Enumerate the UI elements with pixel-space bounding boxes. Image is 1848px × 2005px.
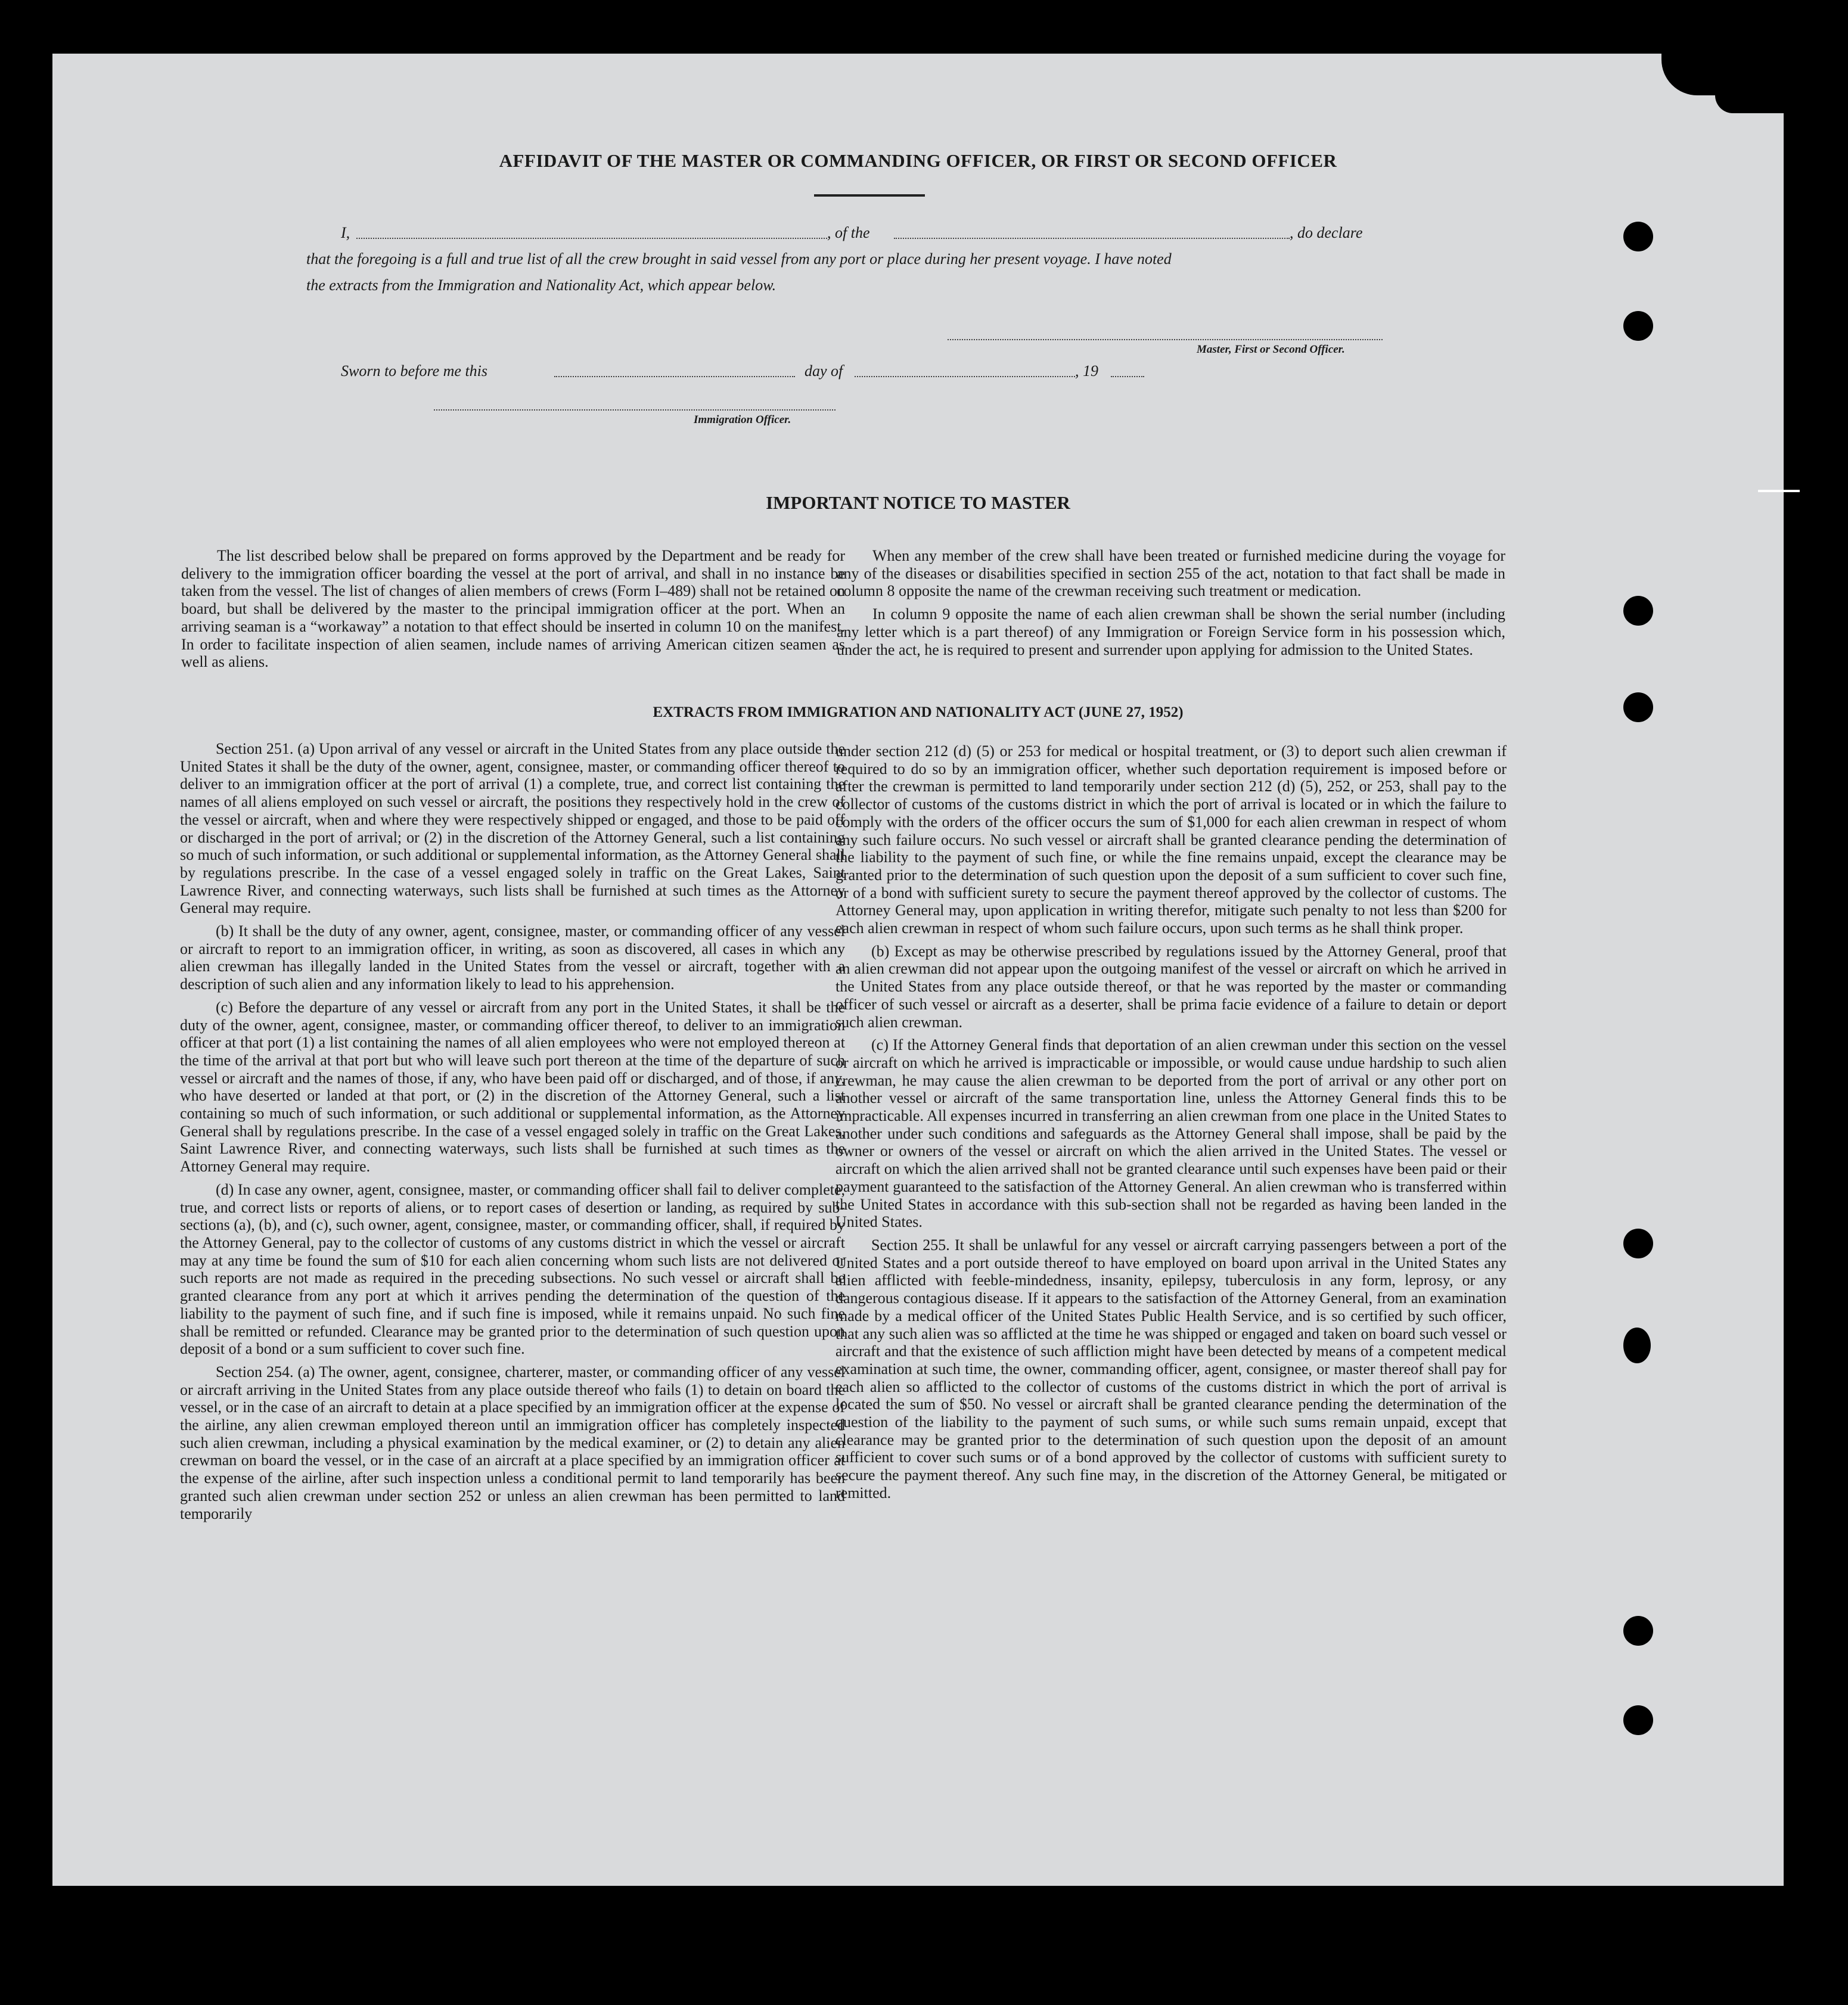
year-label: , 19 [1075, 362, 1098, 380]
section-251-d: (d) In case any owner, agent, consignee, master, or commanding officer shall fail to deliver complete, true, and correct lists or reports of aliens, or to report cases of desertion or landing, as required by sub-sections (a), (b), and (c), such owner, agent, consignee, master, or commanding officer, shall, if required by the Attorney General, pay to the collector of customs of any customs district in which the vessel or aircraft may at any time be found the sum of $10 for each alien concerning whom such lists are not delivered or such reports are not made as required in the preceding subsections. No such vessel or aircraft shall be granted clearance from any port at which it arrives pending the determination of the question of the liability to the payment of such fine, and if such fine is imposed, while it remains unpaid. No such fine shall be remitted or refunded. Clearance may be granted prior to the determination of such question upon deposit of a bond or a sum sufficient to cover such fine. [180, 1180, 845, 1358]
punch-hole [1623, 311, 1653, 341]
vessel-blank [894, 237, 1290, 239]
name-blank [356, 237, 827, 239]
declaration-line-2: the extracts from the Immigration and Nationality Act, which appear below. [306, 276, 777, 294]
notice-right-paragraph-2: In column 9 opposite the name of each alien crewman shall be shown the serial number (including any letter which is a part thereof) of any Immigration or Foreign Service form in his possession which, under the act, he is required to present and surrender upon applying for admission to the United States. [837, 605, 1505, 658]
title-underline [814, 194, 925, 197]
torn-corner-edge [1715, 89, 1784, 113]
notice-left-column [181, 547, 845, 676]
extracts-right-column [836, 742, 1507, 1507]
punch-hole [1623, 222, 1653, 251]
punch-hole [1623, 596, 1653, 626]
section-254-c: (c) If the Attorney General finds that deportation of an alien crewman under this section on the vessel or aircraft on which he arrived is impracticable or impossible, or would cause undue hardship to such alien crewman, he may cause the alien crewman to be deported from the port of arrival or any other port on another vessel or aircraft of the same transportation line, unless the Attorney General finds this to be impracticable. All expenses incurred in transferring an alien crewman from one place in the United States to another under such conditions and safeguards as the Attorney General shall impose, shall be paid by the owner or owners of the vessel or aircraft on which the alien arrived in the United States. The vessel or aircraft on which the alien arrived shall not be granted clearance until such expenses have been paid or their payment guaranteed to the satisfaction of the Attorney General. An alien crewman who is transferred within the United States in accordance with this sub-section shall not be regarded as having been landed in the United States. [836, 1036, 1507, 1231]
do-declare-label: , do declare [1290, 224, 1363, 241]
immigration-officer-label: Immigration Officer. [694, 414, 791, 426]
affidavit-title: AFFIDAVIT OF THE MASTER OR COMMANDING OFFICER, OR FIRST OR SECOND OFFICER [499, 150, 1337, 171]
section-254-a-continued: under section 212 (d) (5) or 253 for medical or hospital treatment, or (3) to deport such alien crewman if required to do so by an immigration officer, whether such deportation requirement is imposed before or after the crewman is permitted to land temporarily under section 212 (d) (5), 252, or 253, shall pay to the collector of customs of the customs district in which the port of arrival is located or in which the failure to comply with the orders of the officer occurs the sum of $1,000 for each alien crewman in respect of whom any such failure occurs. No such vessel or aircraft shall be granted clearance pending the determination of the liability to the payment of such fine, or while the fine remains unpaid, except the clearance may be granted prior to the determination of such question upon the deposit of a sum sufficient to cover such fine, or of a bond with sufficient surety to secure the payment thereof approved by the collector of customs. The Attorney General may, upon application in writing therefor, mitigate such penalty to not less than $200 for each alien crewman in respect of whom such failure occurs, upon such terms as he shall think proper. [836, 742, 1507, 937]
notice-title: IMPORTANT NOTICE TO MASTER [766, 492, 1070, 513]
notice-right-column [837, 547, 1505, 664]
sworn-month-blank [855, 375, 1075, 377]
section-251-b: (b) It shall be the duty of any owner, agent, consignee, master, or commanding officer of any vessel or aircraft to report to an immigration officer, in writing, as soon as discovered, all cases in which any alien crewman has illegally landed in the United States from the vessel or aircraft, together with a description of such alien and any information likely to lead to his apprehension. [180, 922, 845, 993]
sworn-label: Sworn to before me this [341, 362, 488, 380]
day-of-label: day of [805, 362, 843, 380]
master-signature-label: Master, First or Second Officer. [1197, 343, 1345, 356]
of-the-label: , of the [827, 224, 870, 241]
sworn-year-blank [1111, 375, 1144, 377]
declaration-line-1: that the foregoing is a full and true list of all the crew brought in said vessel from any port or place during her present voyage. I have noted [306, 250, 1172, 268]
officer-signature-line [434, 409, 836, 411]
section-254-b: (b) Except as may be otherwise prescribed by regulations issued by the Attorney General, proof that an alien crewman did not appear upon the outgoing manifest of the vessel or aircraft on which he arrived in the United States from any place outside thereof, or that he was reported by the master or commanding officer of such vessel or aircraft as a deserter, shall be prima facie evidence of a failure to detain or deport such alien crewman. [836, 942, 1507, 1031]
extracts-title: EXTRACTS FROM IMMIGRATION AND NATIONALITY ACT (JUNE 27, 1952) [653, 704, 1184, 720]
document-page [52, 54, 1784, 1886]
punch-hole [1623, 1328, 1651, 1363]
section-254-a: Section 254. (a) The owner, agent, consignee, charterer, master, or commanding officer of any vessel or aircraft arriving in the United States from any place outside thereof who fails (1) to detain on board the vessel, or in the case of an aircraft to detain at a place specified by an immigration officer at the expense of the airline, any alien crewman employed thereon until an immigration officer has completely inspected such alien crewman, including a physical examination by the medical examiner, or (2) to detain any alien crewman on board the vessel, or in the case of an aircraft at a place specified by an immigration officer at the expense of the airline, after such inspection unless a conditional permit to land temporarily has been granted such alien crewman under section 252 or unless an alien crewman has been permitted to land temporarily [180, 1363, 845, 1522]
punch-hole [1623, 1616, 1653, 1646]
extracts-left-column [180, 740, 845, 1528]
notice-right-paragraph-1: When any member of the crew shall have been treated or furnished medicine during the voyage for any of the diseases or disabilities specified in section 255 of the act, notation to that fact shall be made in column 8 opposite the name of the crewman receiving such treatment or medication. [837, 547, 1505, 600]
section-251-c: (c) Before the departure of any vessel or aircraft from any port in the United States, it shall be the duty of the owner, agent, consignee, master, or commanding officer thereof, to deliver to an immigration officer at that port (1) a list containing the names of all alien employees who were not employed thereon at the time of the arrival at that port but who will leave such port thereon at the time of the departure of such vessel or aircraft and the names of those, if any, who have been paid off or discharged, and of those, if any, who have deserted or landed at that port, or (2) in the discretion of the Attorney General, such a list containing so much of such information, or such additional or supplemental information, as the Attorney General shall by regulations prescribe. In the case of a vessel engaged solely in traffic on the Great Lakes, Saint Lawrence River, and connecting waterways, such lists shall be furnished at such times as the Attorney General may require. [180, 998, 845, 1176]
punch-hole [1623, 1705, 1653, 1735]
section-251-a: Section 251. (a) Upon arrival of any vessel or aircraft in the United States from any place outside the United States it shall be the duty of the owner, agent, consignee, master, or commanding officer thereof to deliver to an immigration officer at the port of arrival (1) a complete, true, and correct list containing the names of all aliens employed on such vessel or aircraft, the positions they respectively hold in the crew of the vessel or aircraft, when and where they were respectively shipped or engaged, and those to be paid off or discharged in the port of arrival; or (2) in the discretion of the Attorney General, such a list containing so much of such information, or such additional or supplemental information, as the Attorney General shall by regulations prescribe. In the case of a vessel engaged solely in traffic on the Great Lakes, Saint Lawrence River, and connecting waterways, such lists shall be furnished at such times as the Attorney General may require. [180, 740, 845, 917]
notice-left-paragraph: The list described below shall be prepared on forms approved by the Department and be ready for delivery to the immigration officer boarding the vessel at the port of arrival, and shall in no instance be taken from the vessel. The list of changes of alien members of crews (Form I–489) shall not be retained on board, but shall be delivered by the master to the principal immigration officer at the port. When an arriving seaman is a “workaway” a notation to that effect should be inserted in column 10 on the manifest. In order to facilitate inspection of alien seamen, include names of arriving American citizen seamen as well as aliens. [181, 547, 845, 671]
punch-hole [1623, 692, 1653, 722]
sworn-day-blank [554, 375, 795, 377]
i-label: I, [341, 224, 350, 241]
master-signature-line [948, 338, 1383, 340]
edge-mark [1758, 490, 1800, 492]
section-255: Section 255. It shall be unlawful for any vessel or aircraft carrying passengers between a port of the United States and a port outside thereof to have employed on board upon arrival in the United States any alien afflicted with feeble-mindedness, insanity, epilepsy, tuberculosis in any form, leprosy, or any dangerous contagious disease. If it appears to the satisfaction of the Attorney General, from an examination made by a medical officer of the United States Public Health Service, and is so certified by such officer, that any such alien was so afflicted at the time he was shipped or engaged and taken on board such vessel or aircraft and that the existence of such affliction might have been detected by means of a competent medical examination at such time, the owner, commanding officer, agent, consignee, or master thereof shall pay for each alien so afflicted to the collector of customs of the customs district in which the port of arrival is located the sum of $50. No vessel or aircraft shall be granted clearance pending the determination of the question of the liability to the payment of such sums, or while such sums remain unpaid, except that clearance may be granted prior to the determination of such question upon the deposit of an amount sufficient to cover such sums or of a bond approved by the collector of customs with sufficient surety to secure the payment thereof. Any such fine may, in the discretion of the Attorney General, be mitigated or remitted. [836, 1236, 1507, 1502]
punch-hole [1623, 1229, 1653, 1258]
